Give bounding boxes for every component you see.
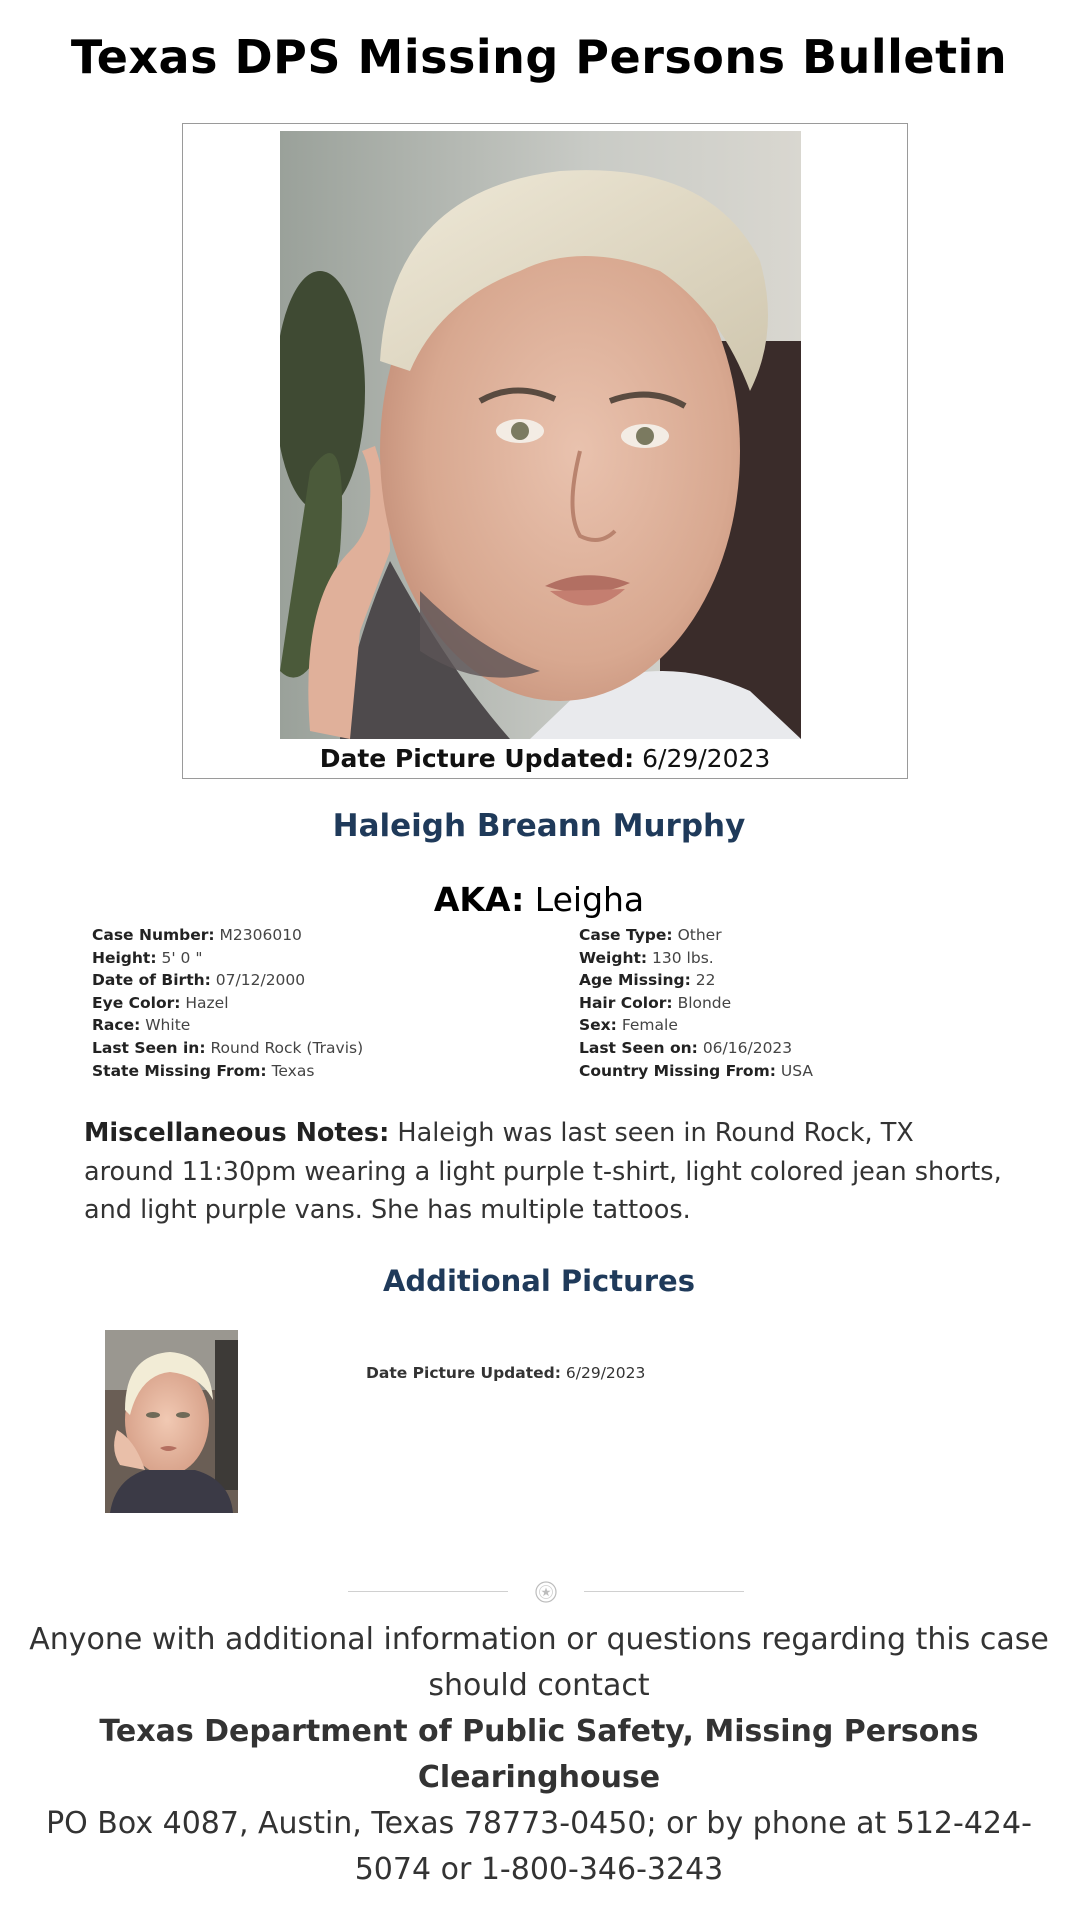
additional-pictures-heading: Additional Pictures: [382, 1264, 695, 1298]
person-name: Haleigh Breann Murphy: [332, 808, 746, 844]
fact-row: [579, 947, 813, 970]
additional-photo-thumbnail[interactable]: [105, 1330, 238, 1513]
fact-label: Height:: [92, 948, 157, 967]
aka-label: AKA:: [433, 880, 525, 919]
fact-value: Female: [621, 1016, 678, 1035]
fact-label: Last Seen on:: [579, 1038, 698, 1057]
fact-row: [579, 924, 813, 947]
additional-caption-label: Date Picture Updated:: [366, 1364, 561, 1382]
agency-name-line1: Texas Department of Public Safety, Missing Persons: [99, 1714, 979, 1749]
fact-value: Other: [677, 926, 722, 944]
fact-row: [92, 1060, 363, 1083]
fact-row: [579, 992, 813, 1015]
fact-value: 06/16/2023: [702, 1038, 793, 1057]
fact-value: M2306010: [219, 926, 302, 944]
fact-value: 22: [695, 971, 716, 990]
aka-line: [0, 880, 1078, 919]
bulletin-title: Texas DPS Missing Persons Bulletin: [70, 30, 1008, 84]
notes-label: Miscellaneous Notes:: [84, 1118, 390, 1148]
fact-value: 130 lbs.: [652, 948, 714, 967]
fact-row: [92, 992, 363, 1015]
fact-label: Sex:: [579, 1016, 617, 1035]
fact-label: Hair Color:: [579, 993, 673, 1012]
fact-label: Last Seen in:: [92, 1038, 206, 1057]
fact-label: Age Missing:: [579, 971, 691, 990]
section-divider: [348, 1580, 744, 1604]
fact-row: [579, 1014, 813, 1037]
miscellaneous-notes: [84, 1114, 1004, 1230]
fact-label: Race:: [92, 1016, 141, 1035]
fact-label: Country Missing From:: [579, 1061, 776, 1080]
divider-line-right: [584, 1591, 744, 1592]
fact-value: White: [145, 1016, 191, 1035]
fact-label: Case Number:: [92, 926, 215, 944]
fact-row: [92, 924, 363, 947]
texas-seal-icon: [534, 1580, 558, 1604]
contact-section: [0, 1617, 1078, 1893]
fact-value: Round Rock (Travis): [210, 1038, 364, 1057]
fact-value: Hazel: [185, 993, 229, 1012]
fact-row: [92, 1014, 363, 1037]
contact-intro-line2: should contact: [428, 1668, 650, 1703]
fact-label: Eye Color:: [92, 993, 181, 1012]
fact-value: USA: [780, 1061, 813, 1080]
main-photo: [280, 131, 801, 739]
divider-line-left: [348, 1591, 508, 1592]
additional-photo-caption: [366, 1364, 645, 1382]
facts-left-column: [92, 924, 363, 1082]
fact-row: [579, 969, 813, 992]
fact-value: Texas: [271, 1061, 315, 1080]
fact-value: Blonde: [677, 993, 732, 1012]
fact-label: Weight:: [579, 948, 648, 967]
fact-label: Date of Birth:: [92, 971, 211, 990]
main-photo-caption-value: 6/29/2023: [642, 744, 771, 773]
fact-label: State Missing From:: [92, 1061, 267, 1080]
main-photo-caption-label: Date Picture Updated:: [319, 744, 635, 773]
fact-row: [92, 969, 363, 992]
notes-text: Haleigh was last seen in Round Rock, TX around 11:30pm wearing a light purple t-shirt, light colored jean shorts, and light purple vans. She has multiple tattoos.: [84, 1118, 1002, 1225]
agency-name-line2: Clearinghouse: [417, 1760, 661, 1795]
fact-row: [579, 1060, 813, 1083]
main-photo-caption: [183, 744, 907, 773]
main-photo-frame: [182, 123, 908, 779]
fact-value: 5' 0 ": [161, 948, 203, 967]
aka-value: Leigha: [534, 880, 645, 919]
contact-address-line1: PO Box 4087, Austin, Texas 78773-0450; or by phone at 512-424-: [46, 1806, 1032, 1841]
contact-address-line2: 5074 or 1-800-346-3243: [354, 1852, 724, 1887]
fact-label: Case Type:: [579, 926, 673, 944]
contact-intro-line1: Anyone with additional information or questions regarding this case: [29, 1622, 1049, 1657]
fact-row: [579, 1037, 813, 1060]
facts-right-column: [579, 924, 813, 1082]
fact-row: [92, 1037, 363, 1060]
additional-caption-value: 6/29/2023: [565, 1364, 646, 1382]
fact-value: 07/12/2000: [215, 971, 306, 990]
fact-row: [92, 947, 363, 970]
